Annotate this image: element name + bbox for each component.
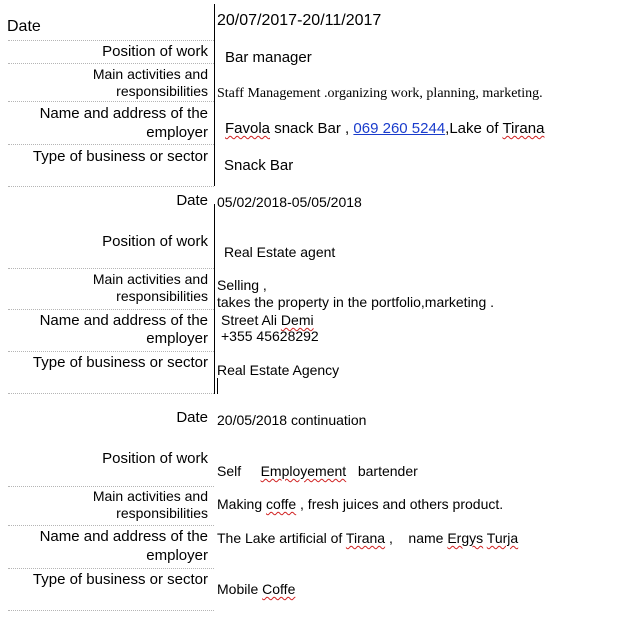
- spellcheck-word: Coffe: [262, 581, 296, 597]
- column-divider-1: [214, 4, 215, 186]
- date-label: Date: [176, 192, 208, 209]
- separator: [8, 309, 214, 310]
- text-cursor: [217, 378, 218, 394]
- activities-label-line2: responsibilities: [116, 505, 208, 521]
- employer-value[interactable]: Favola snack Bar , 069 260 5244,Lake of Tirana: [225, 120, 545, 137]
- employer-label-line2: employer: [146, 547, 208, 564]
- business-value[interactable]: Snack Bar: [224, 157, 294, 174]
- activities-value-line1[interactable]: Selling ,: [217, 277, 267, 293]
- position-label: Position of work: [102, 450, 208, 467]
- spellcheck-word: coffe: [266, 496, 297, 512]
- column-divider-2: [214, 204, 215, 394]
- spellcheck-word: Tirana: [502, 120, 545, 137]
- separator: [8, 525, 214, 526]
- phone-link[interactable]: 069 260 5244: [353, 120, 446, 137]
- separator: [8, 568, 214, 569]
- employer-label-line1: Name and address of the: [39, 105, 208, 122]
- spellcheck-word: Tirana: [345, 530, 386, 546]
- activities-value[interactable]: Staff Management .organizing work, planning, marketing.: [217, 86, 543, 101]
- activities-label-line1: Main activities and: [92, 488, 208, 504]
- employer-label-line1: Name and address of the: [39, 528, 208, 545]
- date-value[interactable]: 05/02/2018-05/05/2018: [217, 194, 362, 210]
- employer-value[interactable]: The Lake artificial of Tirana , name Ergys Turja: [217, 530, 519, 546]
- separator: [8, 610, 214, 611]
- separator: [8, 351, 214, 352]
- activities-label-line2: responsibilities: [116, 83, 208, 99]
- separator: [8, 393, 214, 394]
- date-label: Date: [176, 409, 208, 426]
- date-value[interactable]: 20/07/2017-20/11/2017: [217, 12, 382, 29]
- position-label: Position of work: [102, 233, 208, 250]
- date-label: Date: [7, 18, 41, 35]
- date-value[interactable]: 20/05/2018 continuation: [217, 412, 367, 428]
- activities-label-line2: responsibilities: [116, 288, 208, 304]
- business-label: Type of business or sector: [32, 354, 208, 371]
- employer-value-line1[interactable]: Street Ali Demi: [221, 312, 314, 328]
- employer-label-line2: employer: [146, 124, 208, 141]
- business-label: Type of business or sector: [32, 571, 208, 588]
- employer-value-line2[interactable]: +355 45628292: [221, 328, 319, 344]
- activities-value[interactable]: Making coffe , fresh juices and others product.: [217, 496, 504, 512]
- employer-label-line2: employer: [146, 330, 208, 347]
- separator: [8, 63, 214, 64]
- spellcheck-word: Employement: [260, 463, 347, 479]
- activities-value-line2[interactable]: takes the property in the portfolio,marketing .: [217, 294, 495, 310]
- separator: [8, 144, 214, 145]
- position-value[interactable]: Bar manager: [225, 49, 312, 66]
- activities-label-line1: Main activities and: [92, 271, 208, 287]
- business-value[interactable]: Real Estate Agency: [217, 362, 340, 378]
- employer-label-line1: Name and address of the: [39, 312, 208, 329]
- activities-label-line1: Main activities and: [92, 66, 208, 82]
- separator: [8, 101, 214, 102]
- position-value[interactable]: Real Estate agent: [224, 244, 336, 260]
- separator: [8, 186, 214, 187]
- business-value[interactable]: Mobile Coffe: [217, 581, 296, 597]
- position-label: Position of work: [102, 43, 208, 60]
- spellcheck-word: Turja: [486, 530, 519, 546]
- spellcheck-word: Favola: [225, 120, 271, 137]
- position-value[interactable]: Self Employement bartender: [217, 463, 418, 479]
- separator: [8, 486, 214, 487]
- spellcheck-word: Ergys: [447, 530, 484, 546]
- separator: [8, 40, 214, 41]
- spellcheck-word: Demi: [280, 312, 314, 328]
- separator: [8, 268, 214, 269]
- business-label: Type of business or sector: [32, 148, 208, 165]
